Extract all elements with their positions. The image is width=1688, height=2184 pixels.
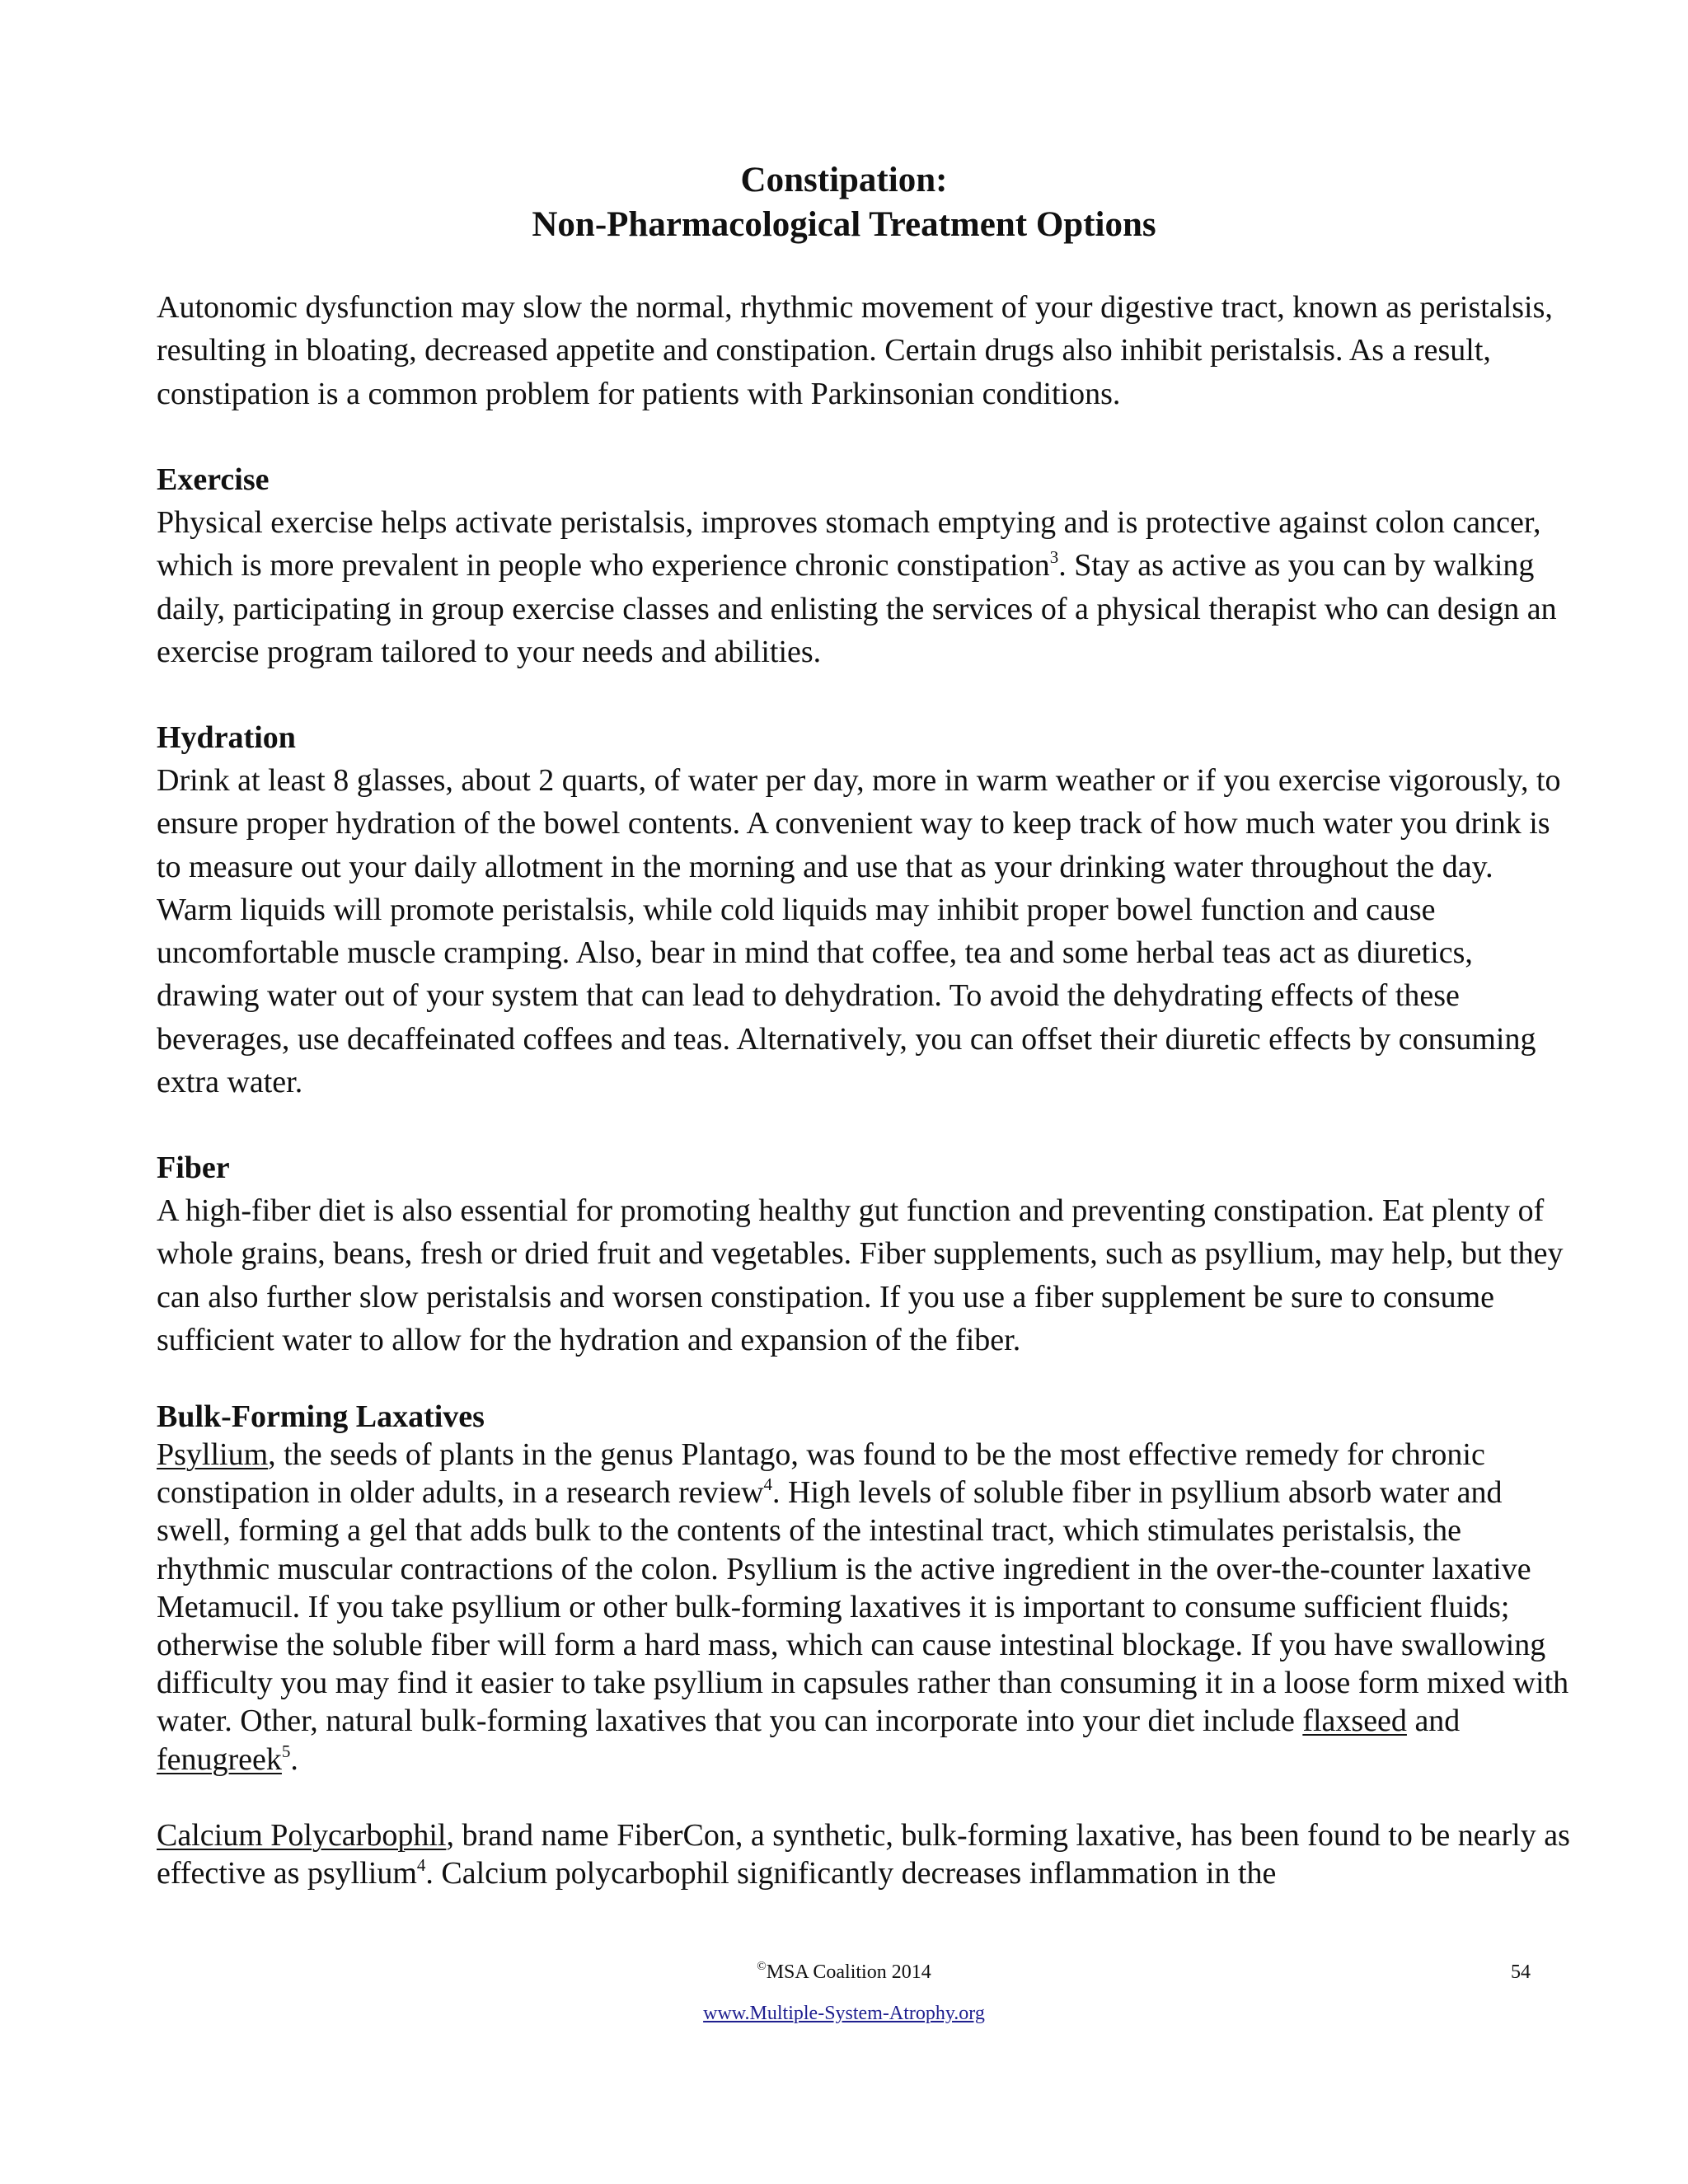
- website-link[interactable]: www.Multiple-System-Atrophy.org: [703, 2003, 985, 2024]
- copyright-icon: ©: [757, 1960, 767, 1973]
- fiber-heading: Fiber: [157, 1151, 230, 1185]
- intro-paragraph: Autonomic dysfunction may slow the normal, rhythmic movement of your digestive tract, known as peristalsis, resulting in bloating, decreased appetite and constipation. Certain drugs also inhibit peristalsis. As a result, constipation is a common problem for patients with Parkinsonian conditions.: [157, 290, 1553, 411]
- psyllium-link[interactable]: Psyllium: [157, 1437, 269, 1472]
- reference-4-calcium: 4: [416, 1855, 426, 1876]
- hydration-paragraph: Drink at least 8 glasses, about 2 quarts, of water per day, more in warm weather or if you exercise vigorously, to ensure proper hydration of the bowel contents. A convenient way to keep track of how much water you drink is to measure out your daily allotment in the morning and use that as your drinking water throughout the day. Warm liquids will promote peristalsis, while cold liquids may inhibit proper bowel function and cause uncomfortable muscle cramping. Also, bear in mind that coffee, tea and some herbal teas act as diuretics, drawing water out of your system that can lead to dehydration. To avoid the dehydrating effects of these beverages, use decaffeinated coffees and teas. Alternatively, you can offset their diuretic effects by consuming extra water.: [157, 763, 1561, 1100]
- exercise-heading: Exercise: [157, 462, 270, 497]
- reference-3: 3: [1049, 547, 1059, 568]
- footer-copyright: [0, 1960, 1688, 1985]
- page-number: 54: [1511, 1961, 1531, 1983]
- fenugreek-link[interactable]: fenugreek: [157, 1741, 282, 1777]
- copyright-text: MSA Coalition 2014: [766, 1961, 931, 1983]
- bulk-forming-text-1: , the seeds of plants in the genus Plantago, was found to be the most effective remedy for chronic constipation in older adults, in a research review: [157, 1437, 1485, 1511]
- and-text: and: [1406, 1704, 1461, 1739]
- reference-4: 4: [763, 1474, 773, 1495]
- footer-url-container: [0, 2001, 1688, 2026]
- bulk-forming-text-2: . High levels of soluble fiber in psyllium absorb water and swell, forming a gel that adds bulk to the contents of the intestinal tract, which stimulates peristalsis, the rhythmic muscular contractions of the colon. Psyllium is the active ingredient in the over-the-counter laxative Metamucil. If you take psyllium or other bulk-forming laxatives it is important to consume sufficient fluids; otherwise the soluble fiber will form a hard mass, which can cause intestinal blockage. If you have swallowing difficulty you may find it easier to take psyllium in capsules rather than consuming it in a loose form mixed with water. Other, natural bulk-forming laxatives that you can incorporate into your diet include: [157, 1475, 1569, 1739]
- flaxseed-link[interactable]: flaxseed: [1302, 1704, 1407, 1739]
- hydration-heading: Hydration: [157, 720, 296, 755]
- exercise-text-2: . Stay as active as you can by walking daily, participating in group exercise classes and enlisting the services of a physical therapist who can design an exercise program tailored to your needs and abilities.: [157, 548, 1557, 669]
- exercise-paragraph: [157, 501, 1574, 673]
- period-text: .: [290, 1741, 298, 1777]
- exercise-text-1: Physical exercise helps activate peristalsis, improves stomach emptying and is protective against colon cancer, which is more prevalent in people who experience chronic constipation: [157, 505, 1541, 583]
- calcium-polycarbophil-link[interactable]: Calcium Polycarbophil: [157, 1818, 447, 1853]
- calcium-text-2: . Calcium polycarbophil significantly decreases inflammation in the: [425, 1856, 1277, 1891]
- page-title-line-1: Constipation:: [740, 161, 948, 199]
- calcium-text-1: , brand name FiberCon, a synthetic, bulk-forming laxative, has been found to be nearly as effective as psyllium: [157, 1818, 1570, 1891]
- reference-5: 5: [281, 1741, 291, 1761]
- bulk-forming-paragraph: [157, 1436, 1574, 1779]
- bulk-forming-heading: Bulk-Forming Laxatives: [157, 1399, 485, 1434]
- calcium-polycarbophil-paragraph: [157, 1816, 1574, 1892]
- page-title-line-2: Non-Pharmacological Treatment Options: [532, 205, 1156, 244]
- fiber-paragraph: A high-fiber diet is also essential for promoting healthy gut function and preventing constipation. Eat plenty of whole grains, beans, fresh or dried fruit and vegetables. Fiber supplements, such as psyllium, may help, but they can also further slow peristalsis and worsen constipation. If you use a fiber supplement be sure to consume sufficient water to allow for the hydration and expansion of the fiber.: [157, 1193, 1564, 1357]
